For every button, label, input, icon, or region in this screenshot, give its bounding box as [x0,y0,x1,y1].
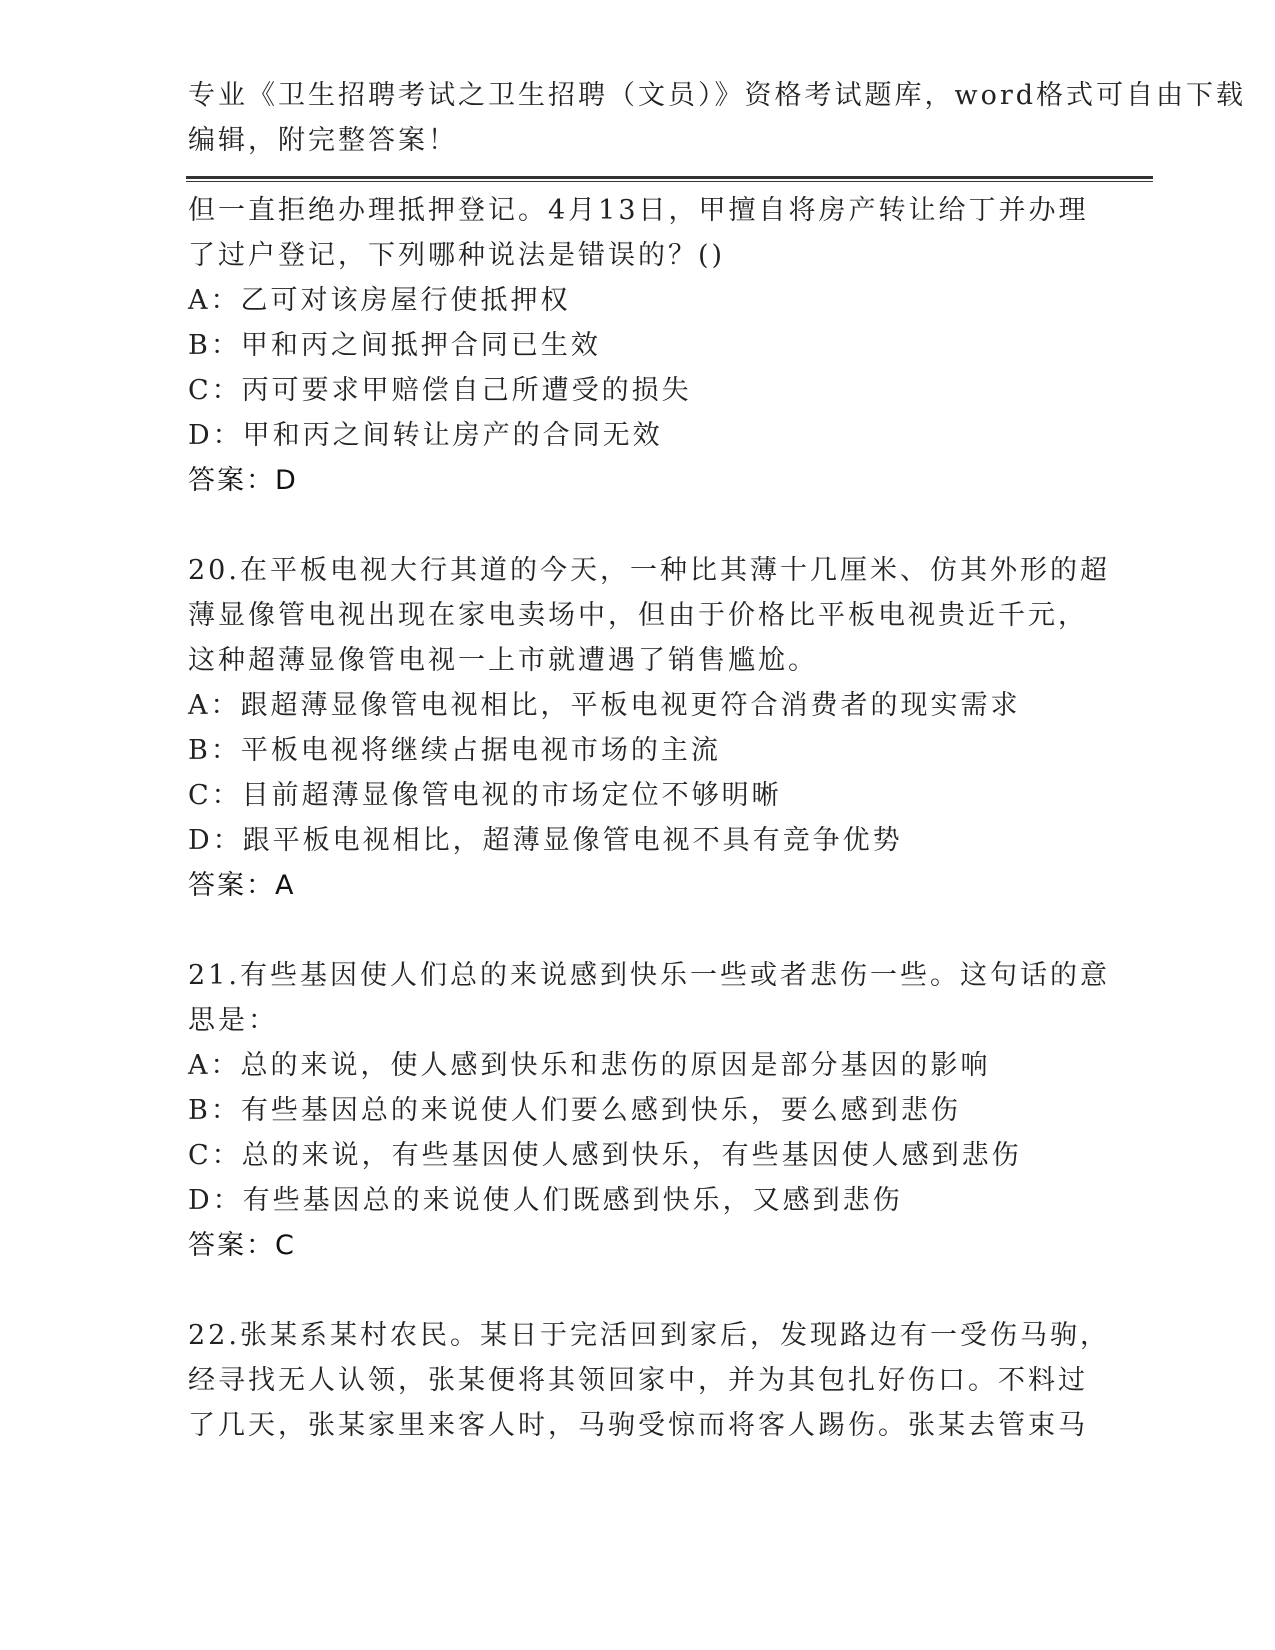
header-line: 编辑，附完整答案！ [188,125,458,156]
question-text-line: 但一直拒绝办理抵押登记。4月13日，甲擅自将房产转让给丁并办理 [188,195,1089,226]
option-b: B：平板电视将继续占据电视市场的主流 [188,735,721,766]
option-a: A：总的来说，使人感到快乐和悲伤的原因是部分基因的影响 [188,1050,991,1081]
question-list [188,188,1110,1493]
header-divider [186,176,1153,179]
answer-line: 答案：A [188,870,296,901]
question-text-line: 经寻找无人认领，张某便将其领回家中，并为其包扎好伤口。不料过 [188,1365,1088,1396]
option-c: C：总的来说，有些基因使人感到快乐，有些基因使人感到悲伤 [188,1140,1022,1171]
option-a: A：乙可对该房屋行使抵押权 [188,285,571,316]
question-block [188,548,1110,908]
question-text-line: 薄显像管电视出现在家电卖场中，但由于价格比平板电视贵近千元， [188,600,1088,631]
question-block [188,953,1110,1268]
option-a: A：跟超薄显像管电视相比，平板电视更符合消费者的现实需求 [188,690,1021,721]
question-block [188,1313,1110,1448]
question-block [188,188,1088,503]
option-c: C：丙可要求甲赔偿自己所遭受的损失 [188,375,692,406]
question-text-line: 了过户登记，下列哪种说法是错误的？() [188,240,726,271]
answer-line: 答案：C [188,1230,296,1261]
question-text-line: 21.有些基因使人们总的来说感到快乐一些或者悲伤一些。这句话的意 [188,960,1110,991]
question-text-line: 这种超薄显像管电视一上市就遭遇了销售尴尬。 [188,645,818,676]
question-text-line: 了几天，张某家里来客人时，马驹受惊而将客人踢伤。张某去管束马 [188,1410,1088,1441]
document-header [188,73,1247,163]
question-text-line: 22.张某系某村农民。某日于完活回到家后，发现路边有一受伤马驹， [188,1320,1110,1351]
header-line: 专业《卫生招聘考试之卫生招聘（文员）》资格考试题库，word格式可自由下载 [188,80,1247,111]
option-d: D：跟平板电视相比，超薄显像管电视不具有竞争优势 [188,825,903,856]
header-divider [186,181,1153,182]
option-b: B：有些基因总的来说使人们要么感到快乐，要么感到悲伤 [188,1095,961,1126]
option-d: D：有些基因总的来说使人们既感到快乐，又感到悲伤 [188,1185,903,1216]
option-b: B：甲和丙之间抵押合同已生效 [188,330,601,361]
question-text-line: 20.在平板电视大行其道的今天，一种比其薄十几厘米、仿其外形的超 [188,555,1110,586]
answer-line: 答案：D [188,465,298,496]
option-c: C：目前超薄显像管电视的市场定位不够明晰 [188,780,782,811]
question-text-line: 思是： [188,1005,278,1036]
option-d: D：甲和丙之间转让房产的合同无效 [188,420,663,451]
